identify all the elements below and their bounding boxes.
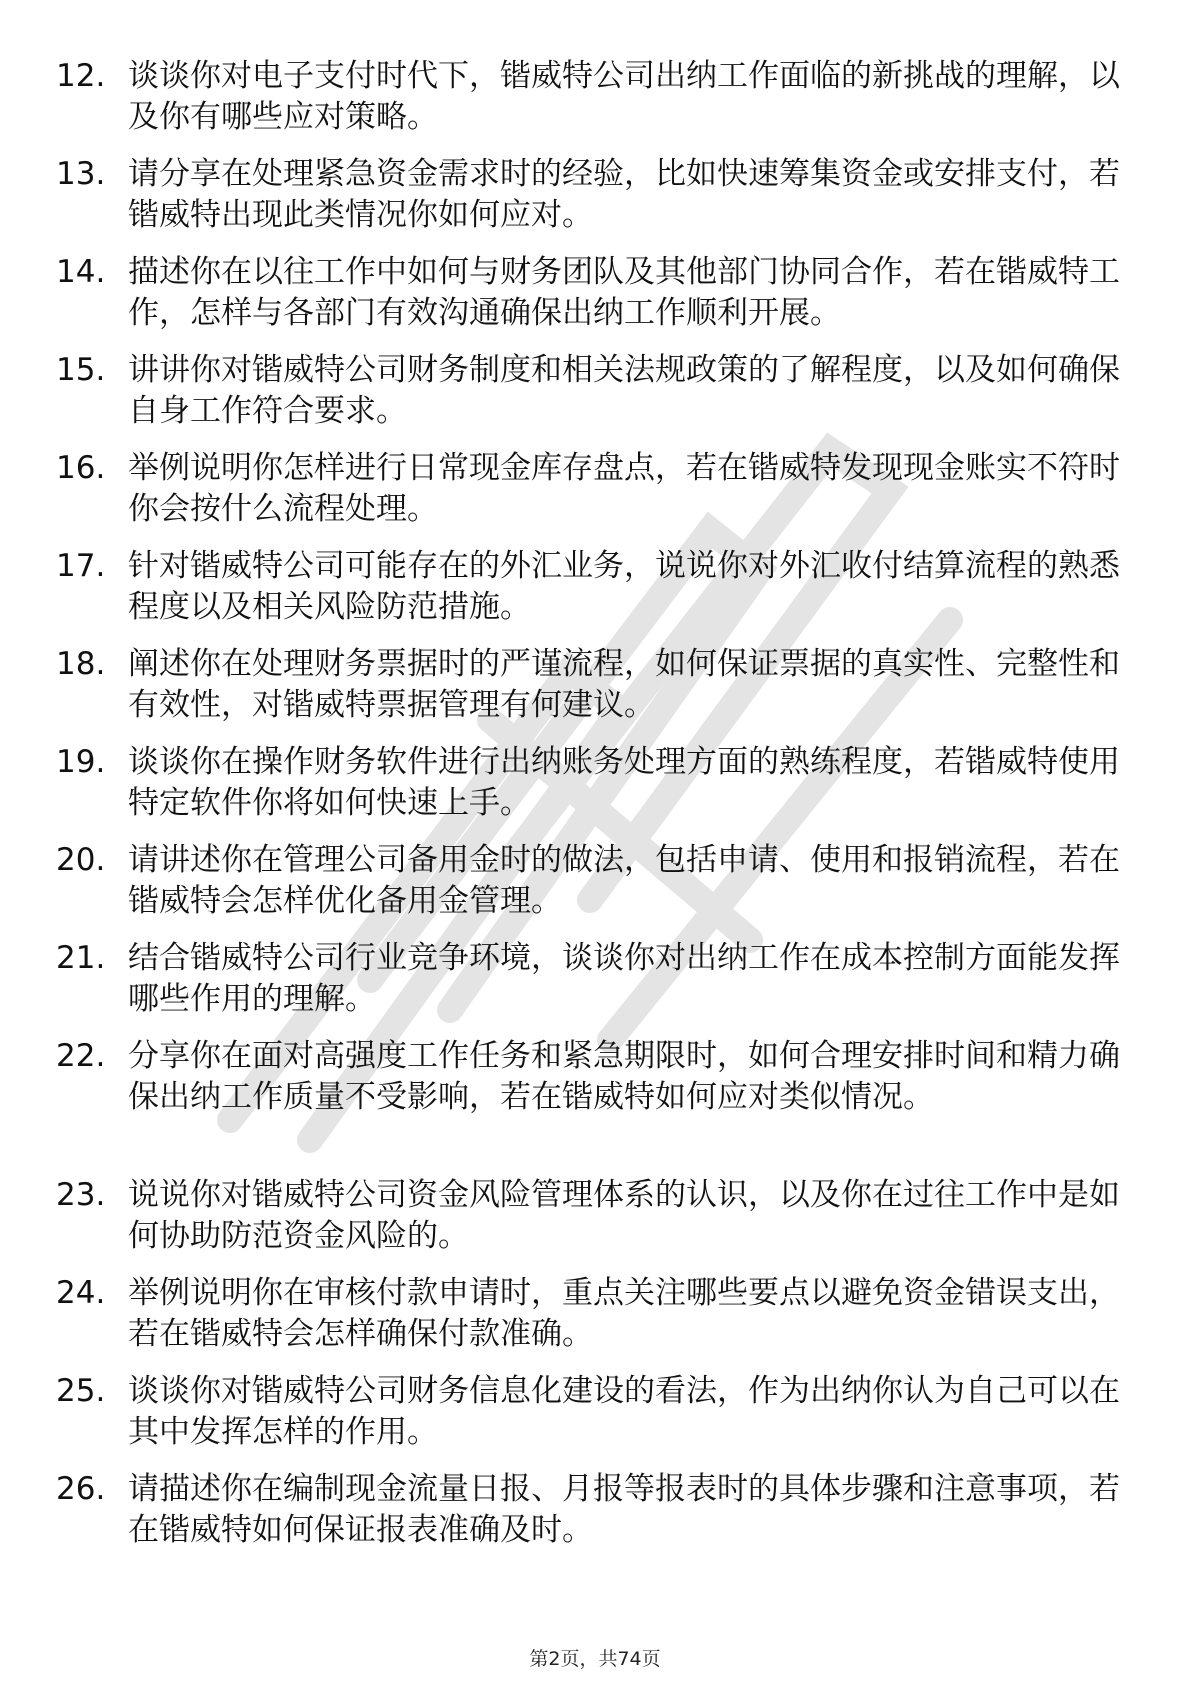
page-footer: 第2页，共74页 bbox=[529, 1648, 661, 1670]
question-number: 19. bbox=[56, 744, 106, 780]
question-text: 谈谈你对电子支付时代下，锴威特公司出纳工作面临的新挑战的理解，以及你有哪些应对策略。 bbox=[128, 58, 1120, 135]
question-number: 12. bbox=[56, 58, 106, 94]
question-text: 谈谈你对锴威特公司财务信息化建设的看法，作为出纳你认为自己可以在其中发挥怎样的作用。 bbox=[128, 1373, 1120, 1450]
question-number: 23. bbox=[56, 1177, 106, 1213]
question-text: 说说你对锴威特公司资金风险管理体系的认识，以及你在过往工作中是如何协助防范资金风险的。 bbox=[128, 1177, 1120, 1254]
question-number: 16. bbox=[56, 450, 106, 486]
question-text: 描述你在以往工作中如何与财务团队及其他部门协同合作，若在锴威特工作，怎样与各部门有效沟通确保出纳工作顺利开展。 bbox=[128, 254, 1120, 331]
question-text: 分享你在面对高强度工作任务和紧急期限时，如何合理安排时间和精力确保出纳工作质量不受影响，若在锴威特如何应对类似情况。 bbox=[128, 1038, 1120, 1115]
question-number: 24. bbox=[56, 1275, 106, 1311]
question-text: 针对锴威特公司可能存在的外汇业务，说说你对外汇收付结算流程的熟悉程度以及相关风险防范措施。 bbox=[128, 548, 1120, 625]
question-text: 请分享在处理紧急资金需求时的经验，比如快速筹集资金或安排支付，若锴威特出现此类情况你如何应对。 bbox=[128, 156, 1120, 233]
question-number: 25. bbox=[56, 1373, 106, 1409]
question-text: 请讲述你在管理公司备用金时的做法，包括申请、使用和报销流程，若在锴威特会怎样优化备用金管理。 bbox=[128, 842, 1120, 919]
question-number: 17. bbox=[56, 548, 106, 584]
question-text: 讲讲你对锴威特公司财务制度和相关法规政策的了解程度，以及如何确保自身工作符合要求。 bbox=[128, 352, 1120, 429]
question-number: 26. bbox=[56, 1471, 106, 1507]
question-number: 20. bbox=[56, 842, 106, 878]
question-text: 谈谈你在操作财务软件进行出纳账务处理方面的熟练程度，若锴威特使用特定软件你将如何快速上手。 bbox=[128, 744, 1120, 821]
question-number: 15. bbox=[56, 352, 106, 388]
question-text: 结合锴威特公司行业竞争环境，谈谈你对出纳工作在成本控制方面能发挥哪些作用的理解。 bbox=[128, 940, 1120, 1017]
question-text: 阐述你在处理财务票据时的严谨流程，如何保证票据的真实性、完整性和有效性，对锴威特票据管理有何建议。 bbox=[128, 646, 1120, 723]
question-number: 14. bbox=[56, 254, 106, 290]
question-text: 举例说明你怎样进行日常现金库存盘点，若在锴威特发现现金账实不符时你会按什么流程处理。 bbox=[128, 450, 1120, 527]
question-number: 13. bbox=[56, 156, 106, 192]
question-number: 21. bbox=[56, 940, 106, 976]
question-number: 18. bbox=[56, 646, 106, 682]
question-text: 请描述你在编制现金流量日报、月报等报表时的具体步骤和注意事项，若在锴威特如何保证报表准确及时。 bbox=[128, 1471, 1120, 1548]
question-text: 举例说明你在审核付款申请时，重点关注哪些要点以避免资金错误支出，若在锴威特会怎样确保付款准确。 bbox=[128, 1275, 1120, 1352]
question-number: 22. bbox=[56, 1038, 106, 1074]
